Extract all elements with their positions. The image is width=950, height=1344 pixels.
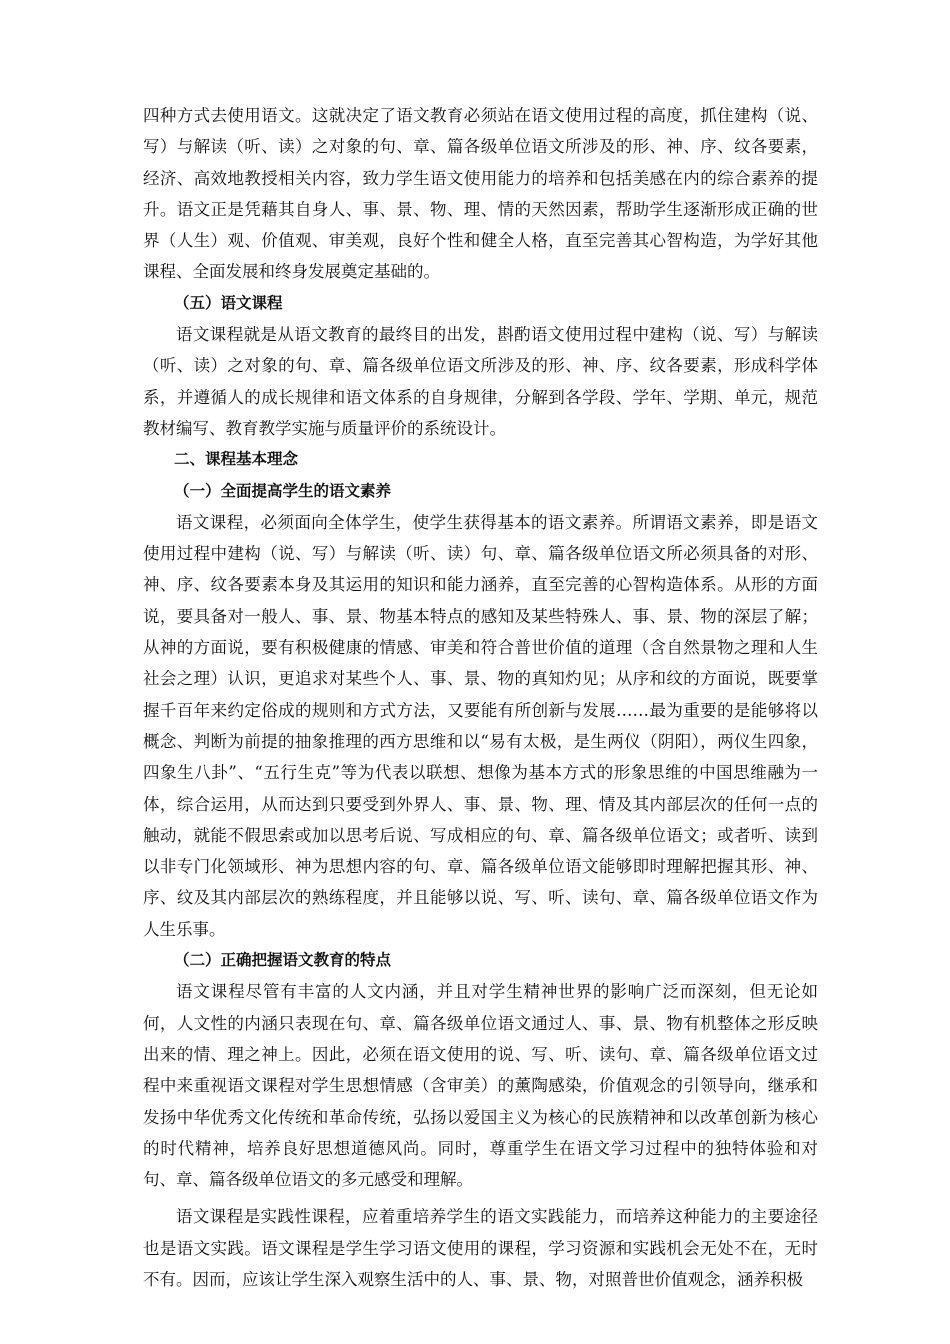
section-heading-yuwen-kecheng: （五）语文课程	[174, 293, 283, 312]
paragraph-yuwen-kecheng: 语文课程就是从语文教育的最终目的出发，斟酌语文使用过程中建构（说、写）与解读（听、读）之对象的句、章、篇各级单位语文所涉及的形、神、序、纹各要素，形成科学体系，并遵循人的成长规律和语文体系的自身规律，分解到各学段、学年、学期、单元，规范教材编写、教育教学实施与质量评价的系统设计。	[143, 325, 818, 438]
paragraph-continuation: 四种方式去使用语文。这就决定了语文教育必须站在语文使用过程的高度，抓住建构（说、写）与解读（听、读）之对象的句、章、篇各级单位语文所涉及的形、神、序、纹各要素，经济、高效地教授相关内容，致力学生语文使用能力的培养和包括美感在内的综合素养的提升。语文正是凭藉其自身人、事、景、物、理、情的天然因素，帮助学生逐渐形成正确的世界（人生）观、价值观、审美观，良好个性和健全人格，直至完善其心智构造，为学好其他课程、全面发展和终身发展奠定基础的。	[143, 106, 818, 282]
paragraph-literacy: 语文课程，必须面向全体学生，使学生获得基本的语文素养。所谓语文素养，即是语文使用过程中建构（说、写）与解读（听、读）句、章、篇各级单位语文所必须具备的对形、神、序、纹各要素本身及其运用的知识和能力涵养，直至完善的心智构造体系。从形的方面说，要具备对一般人、事、景、物基本特点的感知及某些特殊人、事、景、物的深层了解；从神的方面说，要有积极健康的情感、审美和符合普世价值的道理（含自然景物之理和人生社会之理）认识，更追求对某些个人、事、景、物的真知灼见；从序和纹的方面说，既要掌握千百年来约定俗成的规则和方式方法，又要能有所创新与发展……最为重要的是能够将以概念、判断为前提的抽象推理的西方思维和以“易有太极，是生两仪（阴阳），两仪生四象，四象生八卦”、“五行生克”等为代表以联想、想像为基本方式的形象思维的中国思维融为一体，综合运用，从而达到只要受到外界人、事、景、物、理、情及其内部层次的任何一点的触动，就能不假思索或加以思考后说、写成相应的句、章、篇各级单位语文；或者听、读到以非专门化领域形、神为思想内容的句、章、篇各级单位语文能够即时理解把握其形、神、序、纹及其内部层次的熟练程度，并且能够以说、写、听、读句、章、篇各级单位语文作为人生乐事。	[143, 512, 818, 939]
document-body	[143, 100, 818, 1295]
section-heading-characteristics: （二）正确把握语文教育的特点	[174, 951, 392, 970]
chapter-heading-basic-concepts: 二、课程基本理念	[174, 450, 299, 469]
section-heading-literacy: （一）全面提高学生的语文素养	[174, 481, 392, 500]
paragraph-practice: 语文课程是实践性课程，应着重培养学生的语文实践能力，而培养这种能力的主要途径也是语文实践。语文课程是学生学习语文使用的课程，学习资源和实践机会无处不在，无时不有。因而，应该让学生深入观察生活中的人、事、景、物，对照普世价值观念，涵养积极	[143, 1207, 818, 1289]
paragraph-characteristics: 语文课程尽管有丰富的人文内涵，并且对学生精神世界的影响广泛而深刻，但无论如何，人文性的内涵只表现在句、章、篇各级单位语文通过人、事、景、物有机整体之形反映出来的情、理之神上。因此，必须在语文使用的说、写、听、读句、章、篇各级单位语文过程中来重视语文课程对学生思想情感（含审美）的薰陶感染，价值观念的引领导向，继承和发扬中华优秀文化传统和革命传统，弘扬以爱国主义为核心的民族精神和以改革创新为核心的时代精神，培养良好思想道德风尚。同时，尊重学生在语文学习过程中的独特体验和对句、章、篇各级单位语文的多元感受和理解。	[143, 982, 818, 1190]
